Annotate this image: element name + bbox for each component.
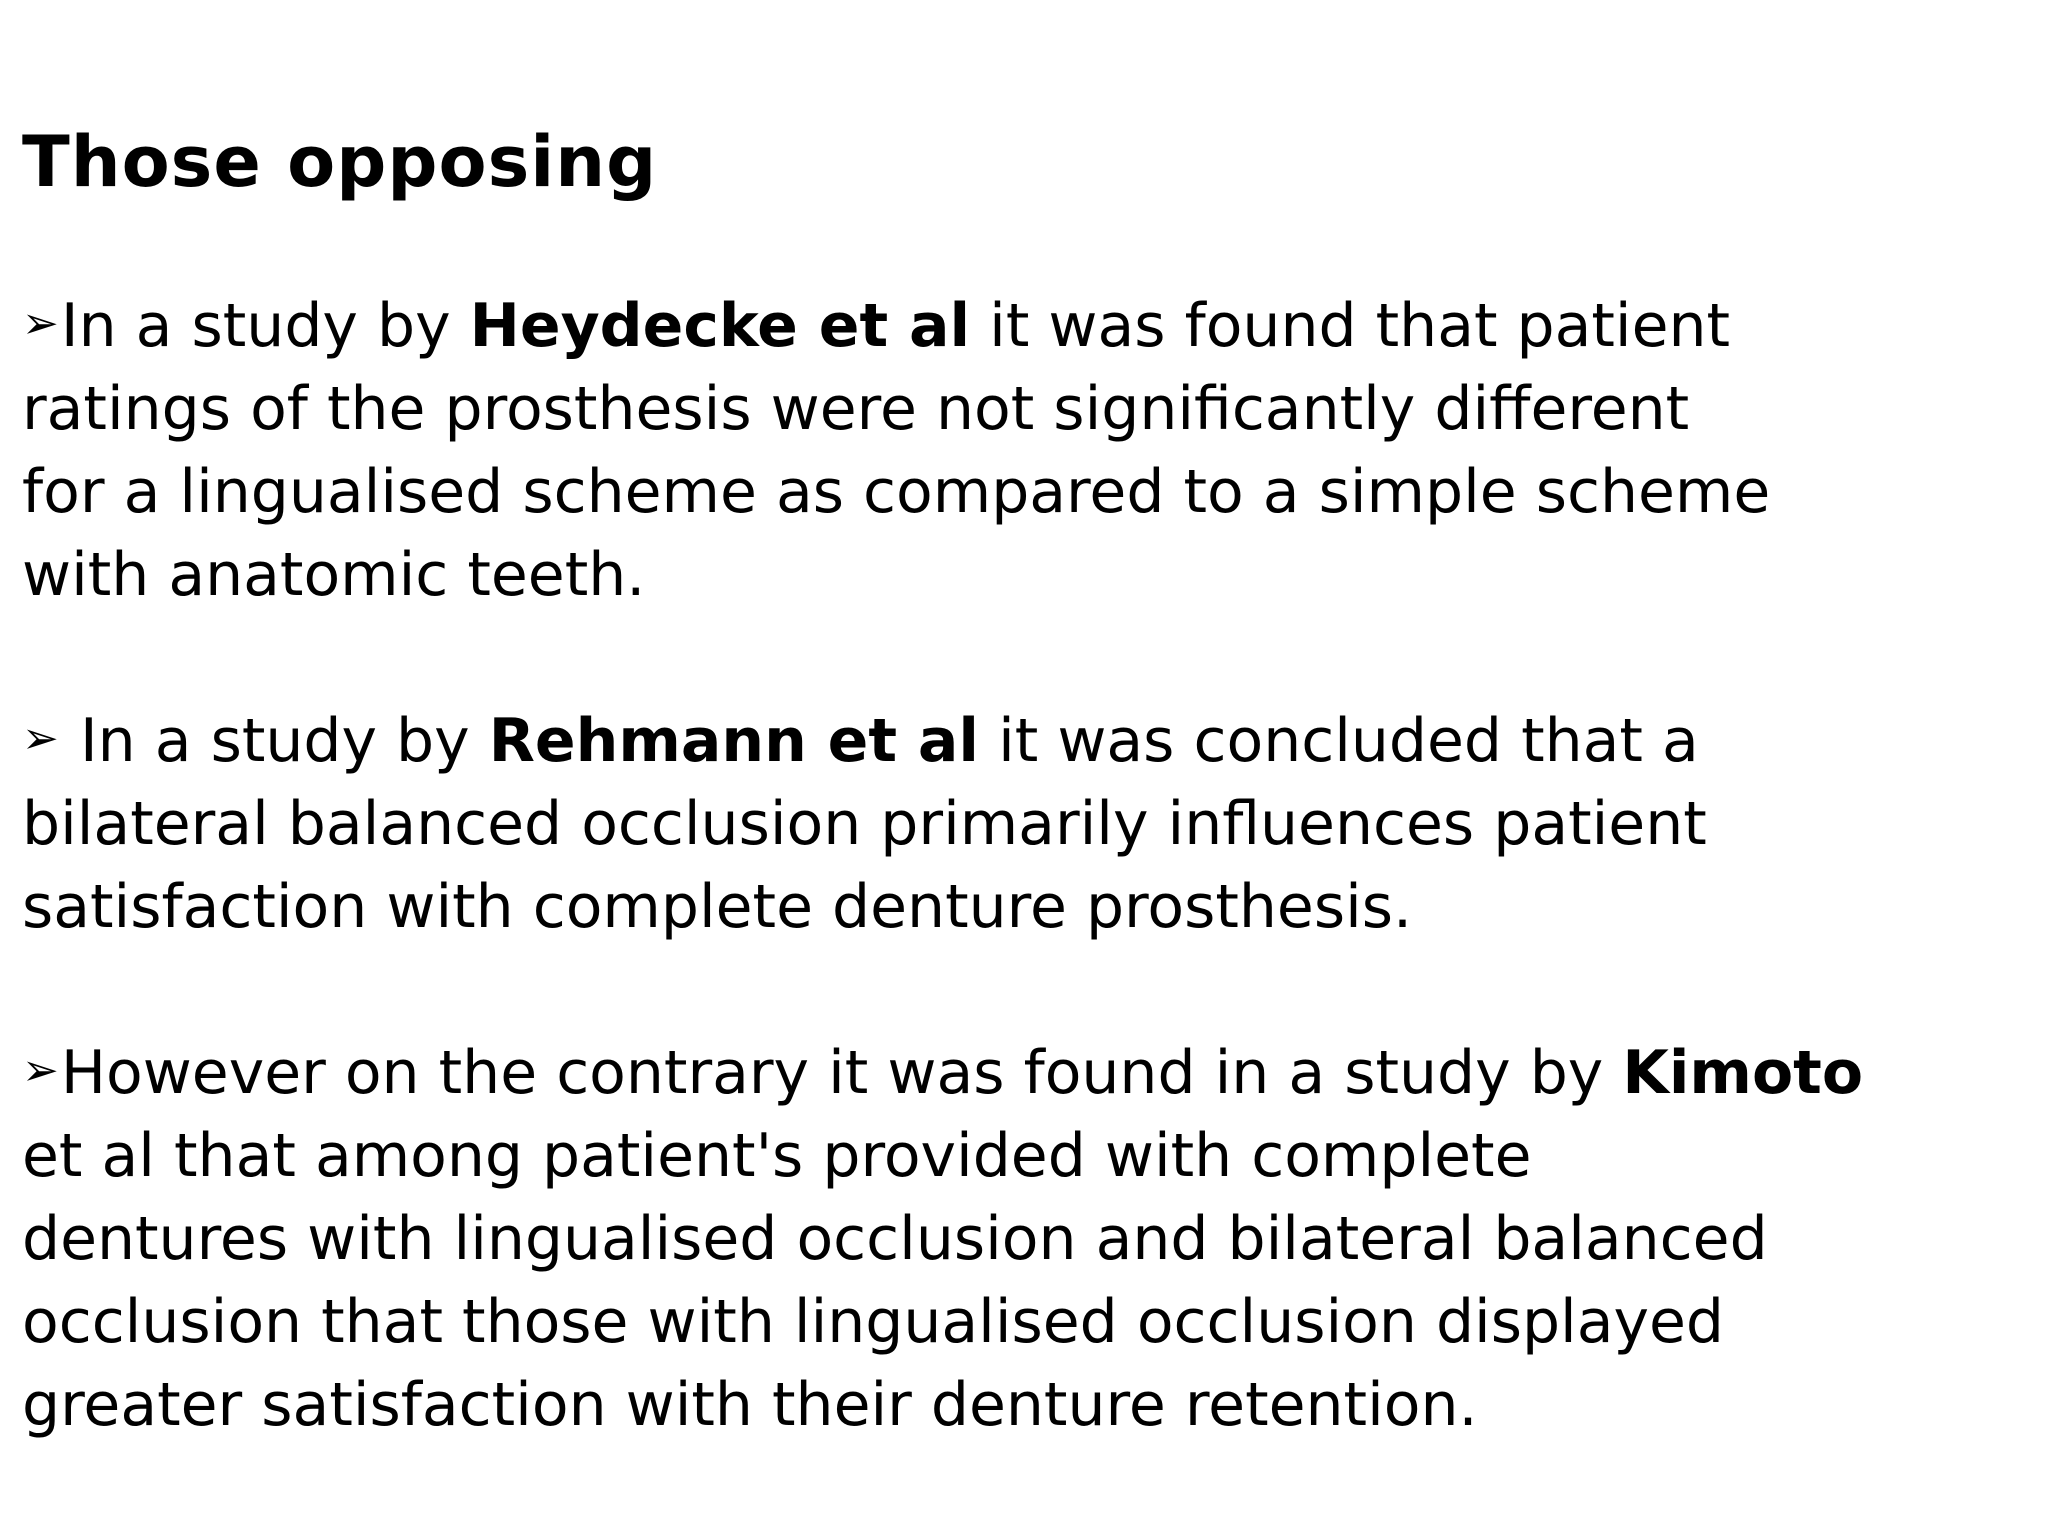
bullet-lead-text: In a study by (60, 706, 489, 776)
slide-heading: Those opposing (22, 121, 658, 203)
bullet-body-text: et al that among patient's provided with complete dentures with lingualised occlusion and bilateral balanced occlusion that those with lingualised occlusion displayed greater satisfaction with their denture retention. (22, 1121, 1768, 1440)
arrow-bullet-icon: ➢ (22, 1045, 59, 1096)
bullet-rehmann (22, 697, 2012, 949)
author-name: Kimoto (1622, 1038, 1864, 1108)
bullet-kimoto (22, 1029, 2012, 1447)
bullet-lead-text: However on the contrary it was found in a study by (60, 1038, 1623, 1108)
bullet-list (22, 282, 2012, 1447)
bullet-lead-text: In a study by (60, 291, 470, 361)
author-name: Rehmann et al (488, 706, 979, 776)
author-name: Heydecke et al (469, 291, 971, 361)
bullet-heydecke (22, 282, 2012, 617)
bullet-body-text: it was concluded that a bilateral balanced occlusion primarily influences patient satisfaction with complete denture prosthesis. (22, 706, 1707, 942)
arrow-bullet-icon: ➢ (22, 298, 59, 349)
arrow-bullet-icon: ➢ (22, 713, 59, 764)
bullet-body-text: it was found that patient ratings of the prosthesis were not significantly different for a lingualised scheme as compared to a simple scheme with anatomic teeth. (22, 291, 1771, 610)
slide-content (22, 112, 2012, 1447)
